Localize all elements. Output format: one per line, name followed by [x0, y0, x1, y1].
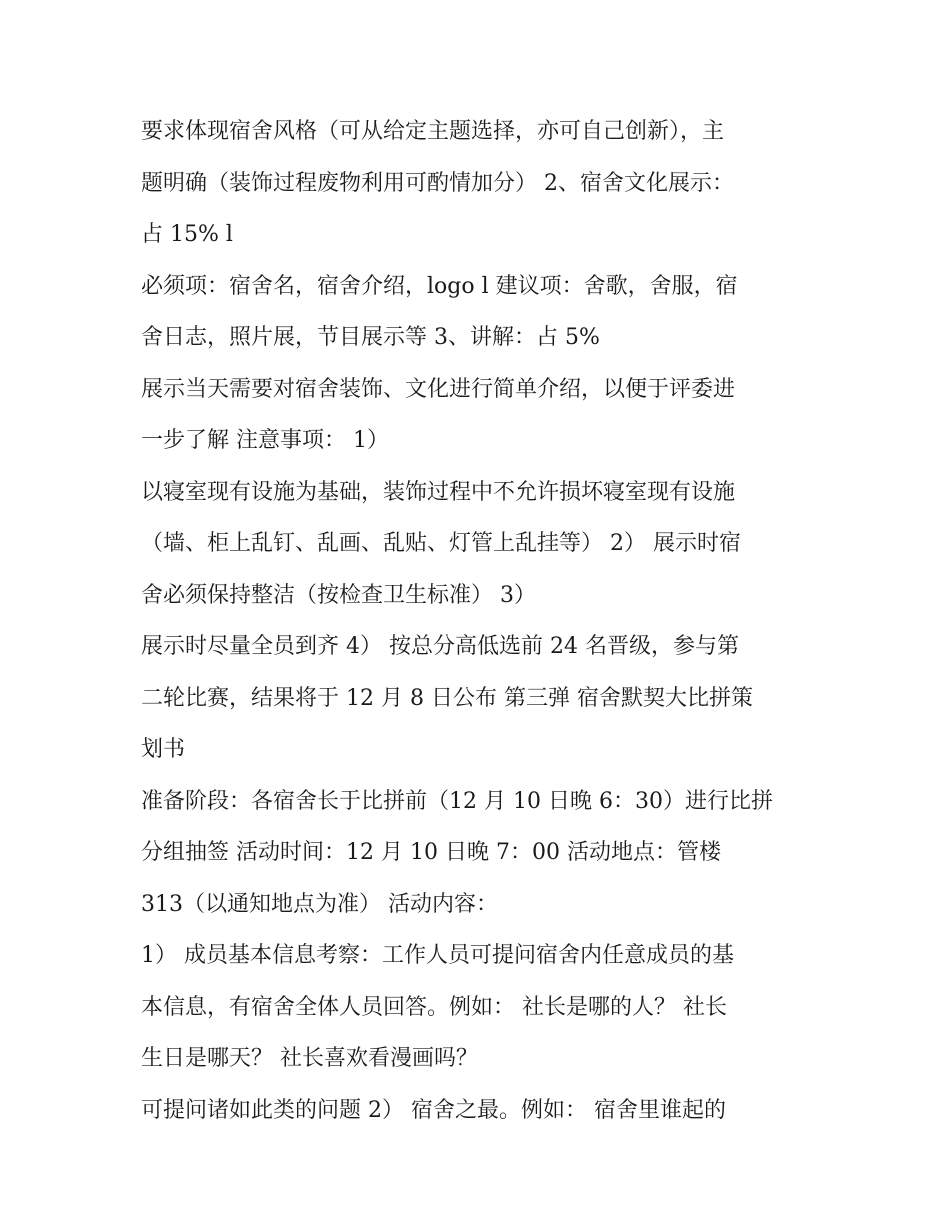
- text-line: 本信息，有宿舍全体人员回答。例如： 社长是哪的人？ 社长: [141, 994, 727, 1020]
- text-line: 可提问诸如此类的问题 2） 宿舍之最。例如： 宿舍里谁起的: [141, 1097, 726, 1123]
- text-line: 占 15% l: [141, 222, 233, 247]
- text-line: 二轮比赛，结果将于 12 月 8 日公布 第三弹 宿舍默契大比拼策: [141, 685, 753, 711]
- text-line: 展示时尽量全员到齐 4） 按总分高低选前 24 名晋级，参与第: [141, 634, 739, 659]
- text-line: 要求体现宿舍风格（可从给定主题选择，亦可自己创新），主: [141, 119, 725, 144]
- text-line: 划书: [141, 737, 186, 762]
- text-line: 必须项：宿舍名，宿舍介绍，logo l 建议项：舍歌，舍服，宿: [141, 273, 738, 299]
- text-line: （墙、柜上乱钉、乱画、乱贴、灯管上乱挂等） 2） 展示时宿: [141, 531, 741, 556]
- text-line: 生日是哪天？ 社长喜欢看漫画吗？: [141, 1046, 478, 1071]
- text-line: 分组抽签 活动时间：12 月 10 日晚 7：00 活动地点：管楼: [141, 840, 721, 865]
- text-line: 313（以通知地点为准） 活动内容：: [141, 891, 498, 917]
- document-body: [141, 106, 821, 1136]
- text-line: 舍必须保持整洁（按检查卫生标准） 3）: [141, 582, 536, 608]
- text-line: 展示当天需要对宿舍装饰、文化进行简单介绍，以便于评委进: [141, 376, 736, 402]
- text-line: 题明确（装饰过程废物利用可酌情加分） 2、宿舍文化展示：: [141, 170, 734, 196]
- text-line: 准备阶段：各宿舍长于比拼前（12 月 10 日晚 6：30）进行比拼: [141, 788, 773, 814]
- text-line: 一步了解 注意事项： 1）: [141, 428, 389, 453]
- text-line: 舍日志，照片展，节目展示等 3、讲解：占 5%: [141, 325, 600, 350]
- text-line: 以寝室现有设施为基础，装饰过程中不允许损坏寝室现有设施: [141, 479, 736, 505]
- text-line: 1） 成员基本信息考察：工作人员可提问宿舍内任意成员的基: [141, 943, 734, 968]
